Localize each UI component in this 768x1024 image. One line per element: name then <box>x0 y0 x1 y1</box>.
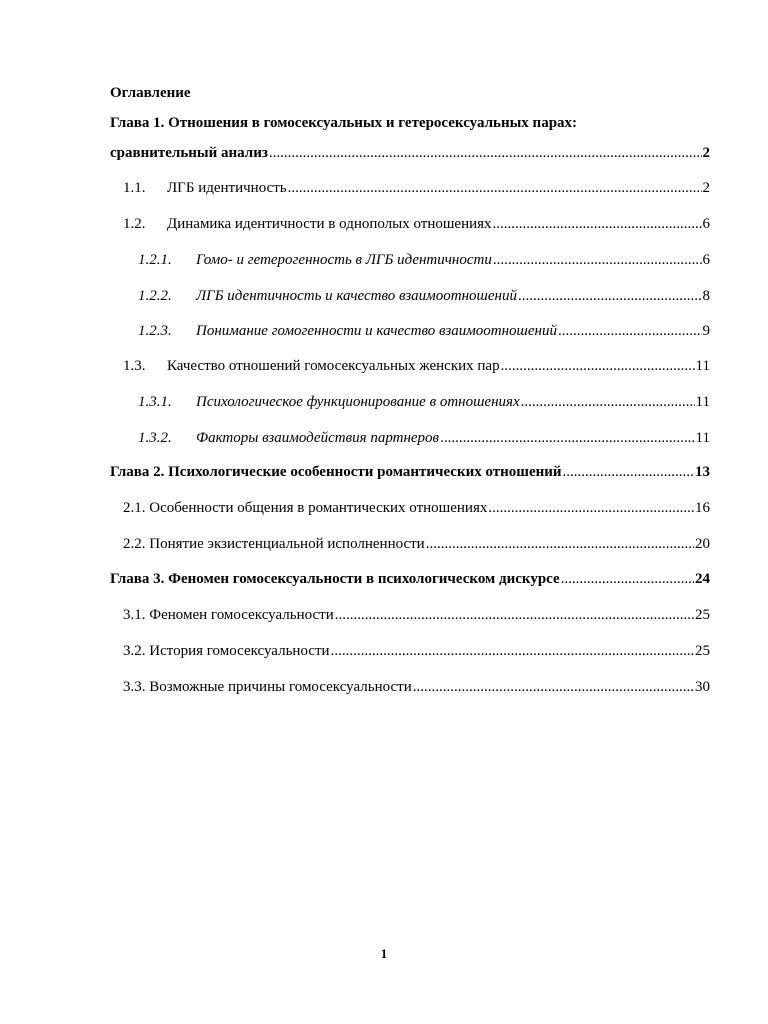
dot-leader <box>331 641 694 661</box>
toc-entry-chapter-2[interactable] <box>110 462 710 482</box>
section-page: 16 <box>695 500 710 516</box>
toc-entry-2-1[interactable] <box>123 498 710 518</box>
dot-leader <box>501 356 695 376</box>
section-title: Динамика идентичности в однополых отношениях <box>167 216 492 232</box>
toc-entry-1-3[interactable] <box>123 356 710 376</box>
dot-leader <box>493 250 702 270</box>
dot-leader <box>563 462 694 482</box>
subsection-title: ЛГБ идентичность и качество взаимоотношений <box>196 288 517 304</box>
dot-leader <box>426 534 694 554</box>
subsection-page: 8 <box>702 288 710 304</box>
chapter-2-page: 13 <box>695 464 710 480</box>
section-number: 1.3. <box>123 358 146 374</box>
toc-entry-2-2[interactable] <box>123 534 710 554</box>
subsection-page: 11 <box>695 394 710 410</box>
subsection-page: 11 <box>695 430 710 446</box>
section-page: 25 <box>695 643 710 659</box>
subsection-number: 1.2.3. <box>138 323 172 339</box>
toc-entry-1-2-1[interactable] <box>138 250 710 270</box>
toc-entry-1-3-2[interactable] <box>138 428 710 448</box>
subsection-number: 1.2.1. <box>138 252 172 268</box>
subsection-title: Гомо- и гетерогенность в ЛГБ идентичности <box>196 252 492 268</box>
subsection-page: 9 <box>702 323 710 339</box>
section-page: 30 <box>695 679 710 695</box>
subsection-title: Психологическое функционирование в отношениях <box>196 394 520 410</box>
toc-entry-1-3-1[interactable] <box>138 392 710 412</box>
toc-entry-3-3[interactable] <box>123 677 710 697</box>
section-title: 3.2. История гомосексуальности <box>123 643 330 659</box>
section-title: 2.2. Понятие экзистенциальной исполненности <box>123 536 425 552</box>
section-title: Качество отношений гомосексуальных женских пар <box>167 358 500 374</box>
toc-entry-3-1[interactable] <box>123 605 710 625</box>
section-number: 1.2. <box>123 216 146 232</box>
dot-leader <box>440 428 694 448</box>
chapter-2-title: Глава 2. Психологические особенности романтических отношений <box>110 464 562 480</box>
section-page: 6 <box>702 216 710 232</box>
dot-leader <box>488 498 694 518</box>
subsection-title: Факторы взаимодействия партнеров <box>196 430 440 446</box>
dot-leader <box>561 569 694 589</box>
toc-entry-1-1[interactable] <box>123 178 710 198</box>
section-title: 3.3. Возможные причины гомосексуальности <box>123 679 412 695</box>
subsection-number: 1.3.2. <box>138 430 172 446</box>
dot-leader <box>493 214 702 234</box>
toc-entry-1-2[interactable] <box>123 214 710 234</box>
chapter-1-title-line-1: Глава 1. Отношения в гомосексуальных и гетеросексуальных парах: <box>110 115 578 131</box>
dot-leader <box>558 321 702 341</box>
toc-entry-chapter-1[interactable] <box>110 143 710 163</box>
subsection-page: 6 <box>702 252 710 268</box>
chapter-3-page: 24 <box>695 571 710 587</box>
page-number: 1 <box>380 946 388 961</box>
chapter-1-title-line-2: сравнительный анализ <box>110 145 268 161</box>
dot-leader <box>269 143 702 163</box>
section-title: 3.1. Феномен гомосексуальности <box>123 607 334 623</box>
toc-entry-1-2-3[interactable] <box>138 321 710 341</box>
section-title: 2.1. Особенности общения в романтических отношениях <box>123 500 488 516</box>
toc-entry-1-2-2[interactable] <box>138 286 710 306</box>
section-title: ЛГБ идентичность <box>167 180 287 196</box>
subsection-title: Понимание гомогенности и качество взаимоотношений <box>196 323 557 339</box>
chapter-3-title: Глава 3. Феномен гомосексуальности в психологическом дискурсе <box>110 571 560 587</box>
section-page: 20 <box>695 536 710 552</box>
dot-leader <box>288 178 702 198</box>
toc-entry-chapter-3[interactable] <box>110 569 710 589</box>
dot-leader <box>335 605 694 625</box>
dot-leader <box>413 677 694 697</box>
section-page: 11 <box>695 358 710 374</box>
toc-heading: Оглавление <box>110 85 191 101</box>
chapter-1-page: 2 <box>702 145 710 161</box>
toc-entry-3-2[interactable] <box>123 641 710 661</box>
dot-leader <box>521 392 695 412</box>
section-number: 1.1. <box>123 180 146 196</box>
subsection-number: 1.3.1. <box>138 394 172 410</box>
dot-leader <box>518 286 702 306</box>
section-page: 2 <box>702 180 710 196</box>
subsection-number: 1.2.2. <box>138 288 172 304</box>
section-page: 25 <box>695 607 710 623</box>
